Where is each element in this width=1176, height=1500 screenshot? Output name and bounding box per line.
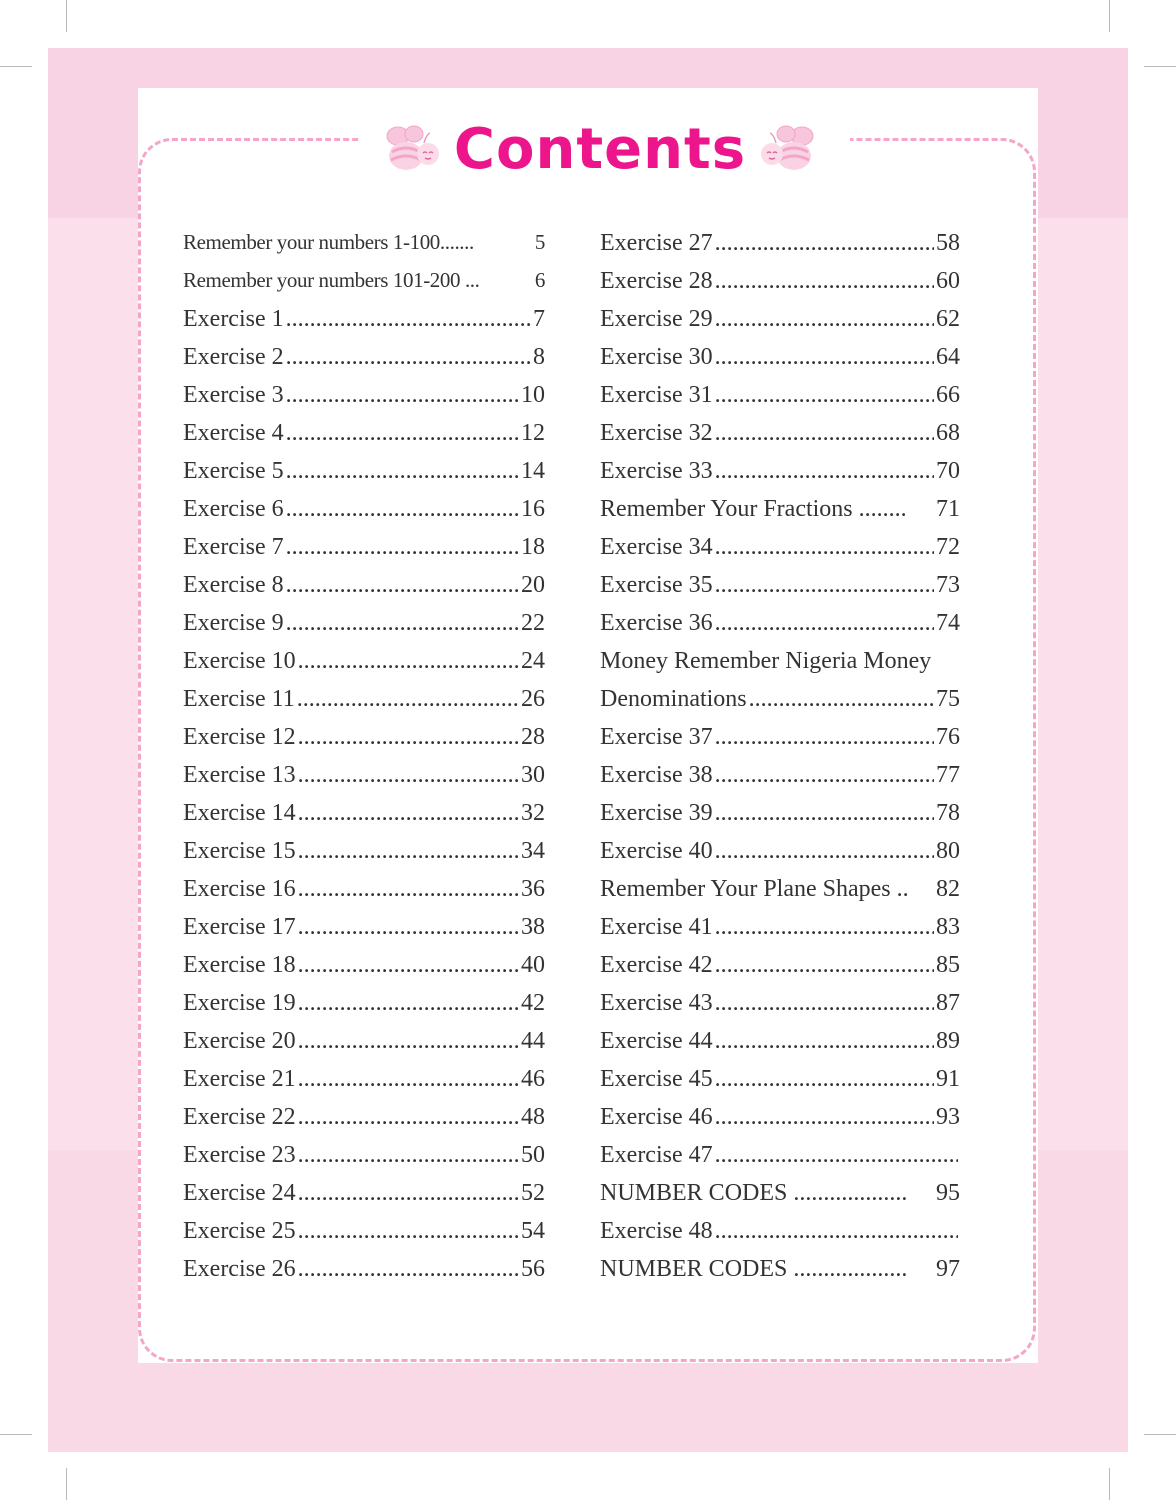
dot-leader — [298, 724, 519, 751]
dot-leader — [286, 496, 519, 523]
contents-entry[interactable] — [600, 420, 960, 458]
contents-entry[interactable] — [600, 1142, 960, 1180]
entry-page-number: 60 — [936, 268, 960, 294]
dot-leader — [286, 306, 531, 333]
dot-leader — [715, 800, 934, 827]
entry-page-number: 83 — [936, 914, 960, 940]
dot-leader — [298, 914, 519, 941]
entry-page-number: 95 — [936, 1180, 960, 1206]
entry-label: Exercise 36 — [600, 610, 713, 636]
entry-page-number: 58 — [936, 230, 960, 256]
crop-mark — [0, 66, 32, 67]
bee-icon — [378, 122, 442, 178]
entry-label: Exercise 46 — [600, 1104, 713, 1130]
contents-entry[interactable] — [183, 344, 545, 382]
contents-entry[interactable] — [183, 1104, 545, 1142]
entry-label: Exercise 37 — [600, 724, 713, 750]
entry-label: Exercise 3 — [183, 382, 284, 408]
entry-page-number: 20 — [521, 572, 545, 598]
entry-label: Exercise 26 — [183, 1256, 296, 1282]
entry-label: Exercise 19 — [183, 990, 296, 1016]
entry-page-number: 8 — [533, 344, 545, 370]
entry-label: Exercise 27 — [600, 230, 713, 256]
contents-entry[interactable] — [183, 306, 545, 344]
contents-entry[interactable] — [600, 306, 960, 344]
dot-leader — [286, 420, 519, 447]
entry-page-number: 75 — [936, 686, 960, 712]
contents-entry[interactable] — [183, 1142, 545, 1180]
dot-leader — [298, 1180, 519, 1207]
entry-page-number: 7 — [533, 306, 545, 332]
contents-entry[interactable] — [600, 268, 960, 306]
entry-label: Remember your numbers 1-100....... — [183, 230, 474, 254]
entry-label: Exercise 41 — [600, 914, 713, 940]
entry-label: Exercise 33 — [600, 458, 713, 484]
entry-label: Exercise 32 — [600, 420, 713, 446]
entry-label: Exercise 6 — [183, 496, 284, 522]
entry-page-number: 12 — [521, 420, 545, 446]
entry-label: Exercise 29 — [600, 306, 713, 332]
entry-page-number: 6 — [534, 268, 545, 292]
entry-label: Exercise 43 — [600, 990, 713, 1016]
entry-label: Exercise 9 — [183, 610, 284, 636]
dot-leader — [298, 800, 519, 827]
dot-leader — [298, 1256, 519, 1283]
dot-leader — [715, 952, 934, 979]
entry-label: Exercise 8 — [183, 572, 284, 598]
dot-leader — [715, 762, 934, 789]
entry-label: Exercise 45 — [600, 1066, 713, 1092]
entry-page-number: 46 — [521, 1066, 545, 1092]
dot-leader — [298, 762, 519, 789]
entry-label: Exercise 28 — [600, 268, 713, 294]
entry-label: Exercise 31 — [600, 382, 713, 408]
dot-leader — [715, 1142, 958, 1169]
contents-entry[interactable] — [183, 610, 545, 648]
entry-page-number: 68 — [936, 420, 960, 446]
contents-entry[interactable] — [600, 382, 960, 420]
entry-page-number: 36 — [521, 876, 545, 902]
page-title: Contents — [453, 117, 747, 182]
entry-page-number: 30 — [521, 762, 545, 788]
entry-label: Exercise 21 — [183, 1066, 296, 1092]
entry-label: Remember Your Plane Shapes .. — [600, 876, 909, 902]
crop-mark — [1144, 1434, 1176, 1435]
dot-leader — [715, 838, 934, 865]
contents-entry[interactable] — [600, 572, 960, 610]
dot-leader — [298, 1104, 519, 1131]
entry-label: Exercise 48 — [600, 1218, 713, 1244]
entry-label: Exercise 22 — [183, 1104, 296, 1130]
entry-label: Remember your numbers 101-200 ... — [183, 268, 480, 292]
dot-leader — [715, 458, 934, 485]
entry-page-number: 62 — [936, 306, 960, 332]
dot-leader — [715, 230, 934, 257]
entry-label: Exercise 1 — [183, 306, 284, 332]
contents-entry[interactable] — [600, 344, 960, 382]
entry-label: Exercise 34 — [600, 534, 713, 560]
contents-entry[interactable] — [183, 876, 545, 914]
entry-label: Exercise 40 — [600, 838, 713, 864]
contents-entry[interactable] — [183, 686, 545, 724]
entry-label: Exercise 2 — [183, 344, 284, 370]
dot-leader — [715, 344, 934, 371]
contents-entry[interactable] — [600, 800, 960, 838]
entry-label: Exercise 42 — [600, 952, 713, 978]
dot-leader — [298, 648, 519, 675]
contents-column-right — [600, 230, 960, 1294]
entry-label: Exercise 5 — [183, 458, 284, 484]
dot-leader — [715, 1066, 934, 1093]
entry-page-number: 52 — [521, 1180, 545, 1206]
dot-leader — [298, 838, 519, 865]
dot-leader — [715, 420, 934, 447]
entry-label: Exercise 44 — [600, 1028, 713, 1054]
entry-label: Exercise 18 — [183, 952, 296, 978]
entry-page-number: 91 — [936, 1066, 960, 1092]
contents-column-left — [183, 230, 545, 1294]
contents-entry[interactable] — [183, 382, 545, 420]
entry-page-number: 78 — [936, 800, 960, 826]
entry-page-number: 34 — [521, 838, 545, 864]
contents-entry[interactable] — [600, 1028, 960, 1066]
contents-entry[interactable] — [183, 496, 545, 534]
title-area — [370, 100, 830, 200]
entry-label: Exercise 14 — [183, 800, 296, 826]
entry-label: Exercise 16 — [183, 876, 296, 902]
crop-mark — [1109, 1468, 1110, 1500]
contents-entry[interactable] — [600, 496, 960, 534]
contents-entry[interactable] — [600, 686, 960, 724]
dot-leader — [715, 1218, 958, 1245]
contents-entry[interactable] — [600, 724, 960, 762]
contents-entry[interactable] — [183, 1028, 545, 1066]
entry-page-number: 32 — [521, 800, 545, 826]
entry-label: Exercise 24 — [183, 1180, 296, 1206]
entry-page-number: 64 — [936, 344, 960, 370]
entry-page-number: 74 — [936, 610, 960, 636]
entry-page-number: 73 — [936, 572, 960, 598]
dot-leader — [715, 724, 934, 751]
dot-leader — [298, 1028, 519, 1055]
contents-entry[interactable] — [183, 648, 545, 686]
crescent-moon-icon — [338, 134, 354, 150]
entry-label: Exercise 12 — [183, 724, 296, 750]
entry-label: Exercise 35 — [600, 572, 713, 598]
crescent-moon-icon — [856, 134, 872, 150]
dot-leader — [715, 610, 934, 637]
entry-page-number: 71 — [936, 496, 960, 522]
contents-entry[interactable] — [600, 610, 960, 648]
dot-leader — [298, 990, 519, 1017]
contents-entry[interactable] — [600, 914, 960, 952]
contents-entry[interactable] — [183, 952, 545, 990]
dot-leader — [715, 534, 934, 561]
dot-leader — [298, 876, 519, 903]
dot-leader — [286, 458, 519, 485]
dot-leader — [715, 382, 934, 409]
dot-leader — [286, 534, 519, 561]
crop-mark — [0, 1434, 32, 1435]
entry-label: Exercise 47 — [600, 1142, 713, 1168]
contents-entry[interactable] — [183, 990, 545, 1028]
contents-entry[interactable] — [600, 1066, 960, 1104]
entry-label: Exercise 23 — [183, 1142, 296, 1168]
entry-label: Exercise 10 — [183, 648, 296, 674]
entry-label: Exercise 30 — [600, 344, 713, 370]
dot-leader — [286, 382, 519, 409]
dot-leader — [286, 572, 519, 599]
entry-page-number: 89 — [936, 1028, 960, 1054]
contents-entry[interactable] — [600, 876, 960, 914]
contents-entry[interactable] — [600, 838, 960, 876]
dot-leader — [298, 1066, 519, 1093]
contents-entry[interactable] — [600, 1256, 960, 1294]
entry-page-number: 24 — [521, 648, 545, 674]
dot-leader — [297, 686, 519, 713]
entry-page-number: 42 — [521, 990, 545, 1016]
entry-label: Exercise 11 — [183, 686, 295, 712]
entry-label: Exercise 39 — [600, 800, 713, 826]
dot-leader — [715, 572, 934, 599]
dot-leader — [298, 952, 519, 979]
entry-page-number: 14 — [521, 458, 545, 484]
entry-label: Exercise 17 — [183, 914, 296, 940]
entry-label: NUMBER CODES ................... — [600, 1180, 908, 1206]
entry-page-number: 40 — [521, 952, 545, 978]
dot-leader — [715, 990, 934, 1017]
contents-entry[interactable] — [600, 990, 960, 1028]
entry-label: Exercise 38 — [600, 762, 713, 788]
entry-page-number: 85 — [936, 952, 960, 978]
contents-entry[interactable] — [600, 648, 960, 686]
contents-entry[interactable] — [600, 1104, 960, 1142]
entry-page-number: 16 — [521, 496, 545, 522]
crop-mark — [66, 1468, 67, 1500]
bee-icon — [758, 122, 822, 178]
entry-page-number: 97 — [936, 1256, 960, 1282]
entry-page-number: 10 — [521, 382, 545, 408]
entry-label: Denominations — [600, 686, 747, 712]
dot-leader — [715, 1104, 934, 1131]
contents-entry[interactable] — [183, 1180, 545, 1218]
entry-page-number: 80 — [936, 838, 960, 864]
contents-entry[interactable] — [183, 268, 545, 306]
entry-label: Exercise 20 — [183, 1028, 296, 1054]
entry-label: Exercise 7 — [183, 534, 284, 560]
contents-entry[interactable] — [183, 534, 545, 572]
entry-page-number: 48 — [521, 1104, 545, 1130]
entry-page-number: 28 — [521, 724, 545, 750]
contents-entry[interactable] — [183, 1066, 545, 1104]
entry-page-number: 50 — [521, 1142, 545, 1168]
crop-mark — [1109, 0, 1110, 32]
entry-label: Exercise 13 — [183, 762, 296, 788]
contents-entry[interactable] — [600, 952, 960, 990]
entry-page-number: 66 — [936, 382, 960, 408]
dot-leader — [286, 344, 531, 371]
dot-leader — [286, 610, 519, 637]
entry-page-number: 5 — [534, 230, 545, 254]
dot-leader — [715, 1028, 934, 1055]
dot-leader — [715, 268, 934, 295]
entry-label: Exercise 4 — [183, 420, 284, 446]
contents-entry[interactable] — [183, 1218, 545, 1256]
contents-entry[interactable] — [183, 1256, 545, 1294]
dot-leader — [715, 306, 934, 333]
contents-entry[interactable] — [600, 458, 960, 496]
contents-entry[interactable] — [600, 1180, 960, 1218]
dot-leader — [298, 1142, 519, 1169]
entry-page-number: 44 — [521, 1028, 545, 1054]
entry-page-number: 56 — [521, 1256, 545, 1282]
entry-page-number: 77 — [936, 762, 960, 788]
entry-page-number: 54 — [521, 1218, 545, 1244]
entry-label: Money Remember Nigeria Money — [600, 648, 932, 674]
entry-page-number: 93 — [936, 1104, 960, 1130]
contents-entry[interactable] — [600, 1218, 960, 1256]
crop-mark — [66, 0, 67, 32]
entry-label: Exercise 15 — [183, 838, 296, 864]
contents-entry[interactable] — [600, 762, 960, 800]
entry-page-number: 76 — [936, 724, 960, 750]
entry-page-number: 18 — [521, 534, 545, 560]
entry-page-number: 82 — [936, 876, 960, 902]
contents-entry[interactable] — [183, 420, 545, 458]
entry-label: Exercise 25 — [183, 1218, 296, 1244]
contents-entry[interactable] — [183, 458, 545, 496]
contents-entry[interactable] — [183, 800, 545, 838]
entry-page-number: 70 — [936, 458, 960, 484]
contents-entry[interactable] — [183, 724, 545, 762]
crop-mark — [1144, 66, 1176, 67]
dot-leader — [715, 914, 934, 941]
entry-label: Remember Your Fractions ........ — [600, 496, 907, 522]
contents-entry[interactable] — [183, 838, 545, 876]
contents-entry[interactable] — [183, 762, 545, 800]
dot-leader — [298, 1218, 519, 1245]
entry-page-number: 87 — [936, 990, 960, 1016]
contents-entry[interactable] — [600, 534, 960, 572]
entry-label: NUMBER CODES ................... — [600, 1256, 908, 1282]
contents-entry[interactable] — [183, 914, 545, 952]
entry-page-number: 38 — [521, 914, 545, 940]
contents-entry[interactable] — [600, 230, 960, 268]
entry-page-number: 72 — [936, 534, 960, 560]
dot-leader — [749, 686, 934, 713]
entry-page-number: 26 — [521, 686, 545, 712]
entry-page-number: 22 — [521, 610, 545, 636]
contents-entry[interactable] — [183, 572, 545, 610]
contents-entry[interactable] — [183, 230, 545, 268]
